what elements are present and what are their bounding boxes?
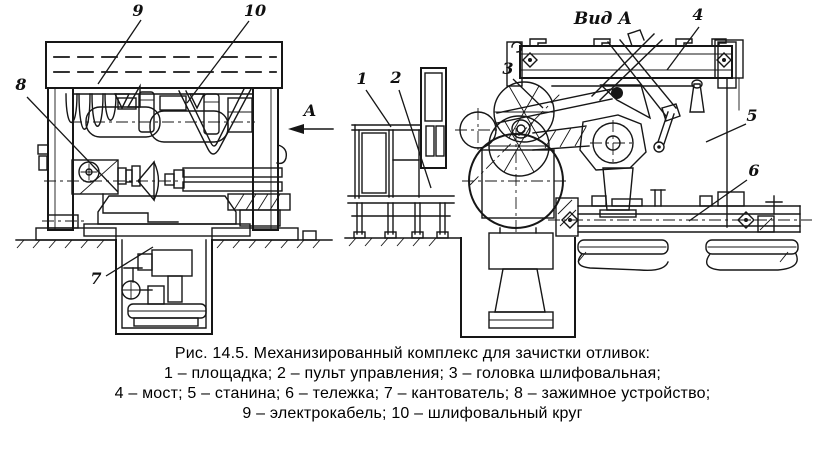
callout-3-number: 3 <box>502 59 514 78</box>
callout-4 <box>667 5 704 70</box>
callout-2-number: 2 <box>390 68 402 87</box>
callout-1-number: 1 <box>356 69 368 88</box>
callout-6 <box>689 161 760 221</box>
caption-line-3: 9 – электрокабель; 10 – шлифовальный круг <box>242 405 583 422</box>
caption-line-2: 4 – мост; 5 – станина; 6 – тележка; 7 – кантователь; 8 – зажимное устройство; <box>114 385 711 402</box>
view-arrow-label: А <box>303 101 317 120</box>
caption-line-1: 1 – площадка; 2 – пульт управления; 3 – головка шлифовальная; <box>163 365 662 382</box>
caption-title: Рис. 14.5. Механизированный комплекс для зачистки отливок: <box>174 345 651 362</box>
callout-8-number: 8 <box>15 75 27 94</box>
callout-1 <box>356 69 391 127</box>
callout-5 <box>706 106 758 142</box>
callout-7-number: 7 <box>90 269 102 288</box>
callout-6-number: 6 <box>748 161 760 180</box>
cable-festoons <box>66 89 251 154</box>
trolley <box>548 190 812 270</box>
view-direction-arrow <box>288 101 333 134</box>
left-view <box>14 1 333 334</box>
bridge-front <box>507 39 736 88</box>
casting-pedestal <box>489 228 553 328</box>
bridge-beam-side <box>46 42 282 94</box>
control-console <box>421 68 446 168</box>
right-view <box>345 5 812 337</box>
grinding-head-front <box>455 82 570 235</box>
callout-3 <box>502 59 543 108</box>
callout-4-number: 4 <box>692 5 704 24</box>
rotary-table <box>84 196 250 236</box>
callout-5-number: 5 <box>746 106 758 125</box>
callout-9-number: 9 <box>132 1 144 20</box>
view-a-label: Вид А <box>573 9 633 29</box>
clamp-drive-left <box>42 160 182 228</box>
platform <box>348 125 454 238</box>
figure-caption <box>0 344 825 424</box>
callout-10-number: 10 <box>243 1 267 20</box>
tilter-pit <box>116 240 212 334</box>
